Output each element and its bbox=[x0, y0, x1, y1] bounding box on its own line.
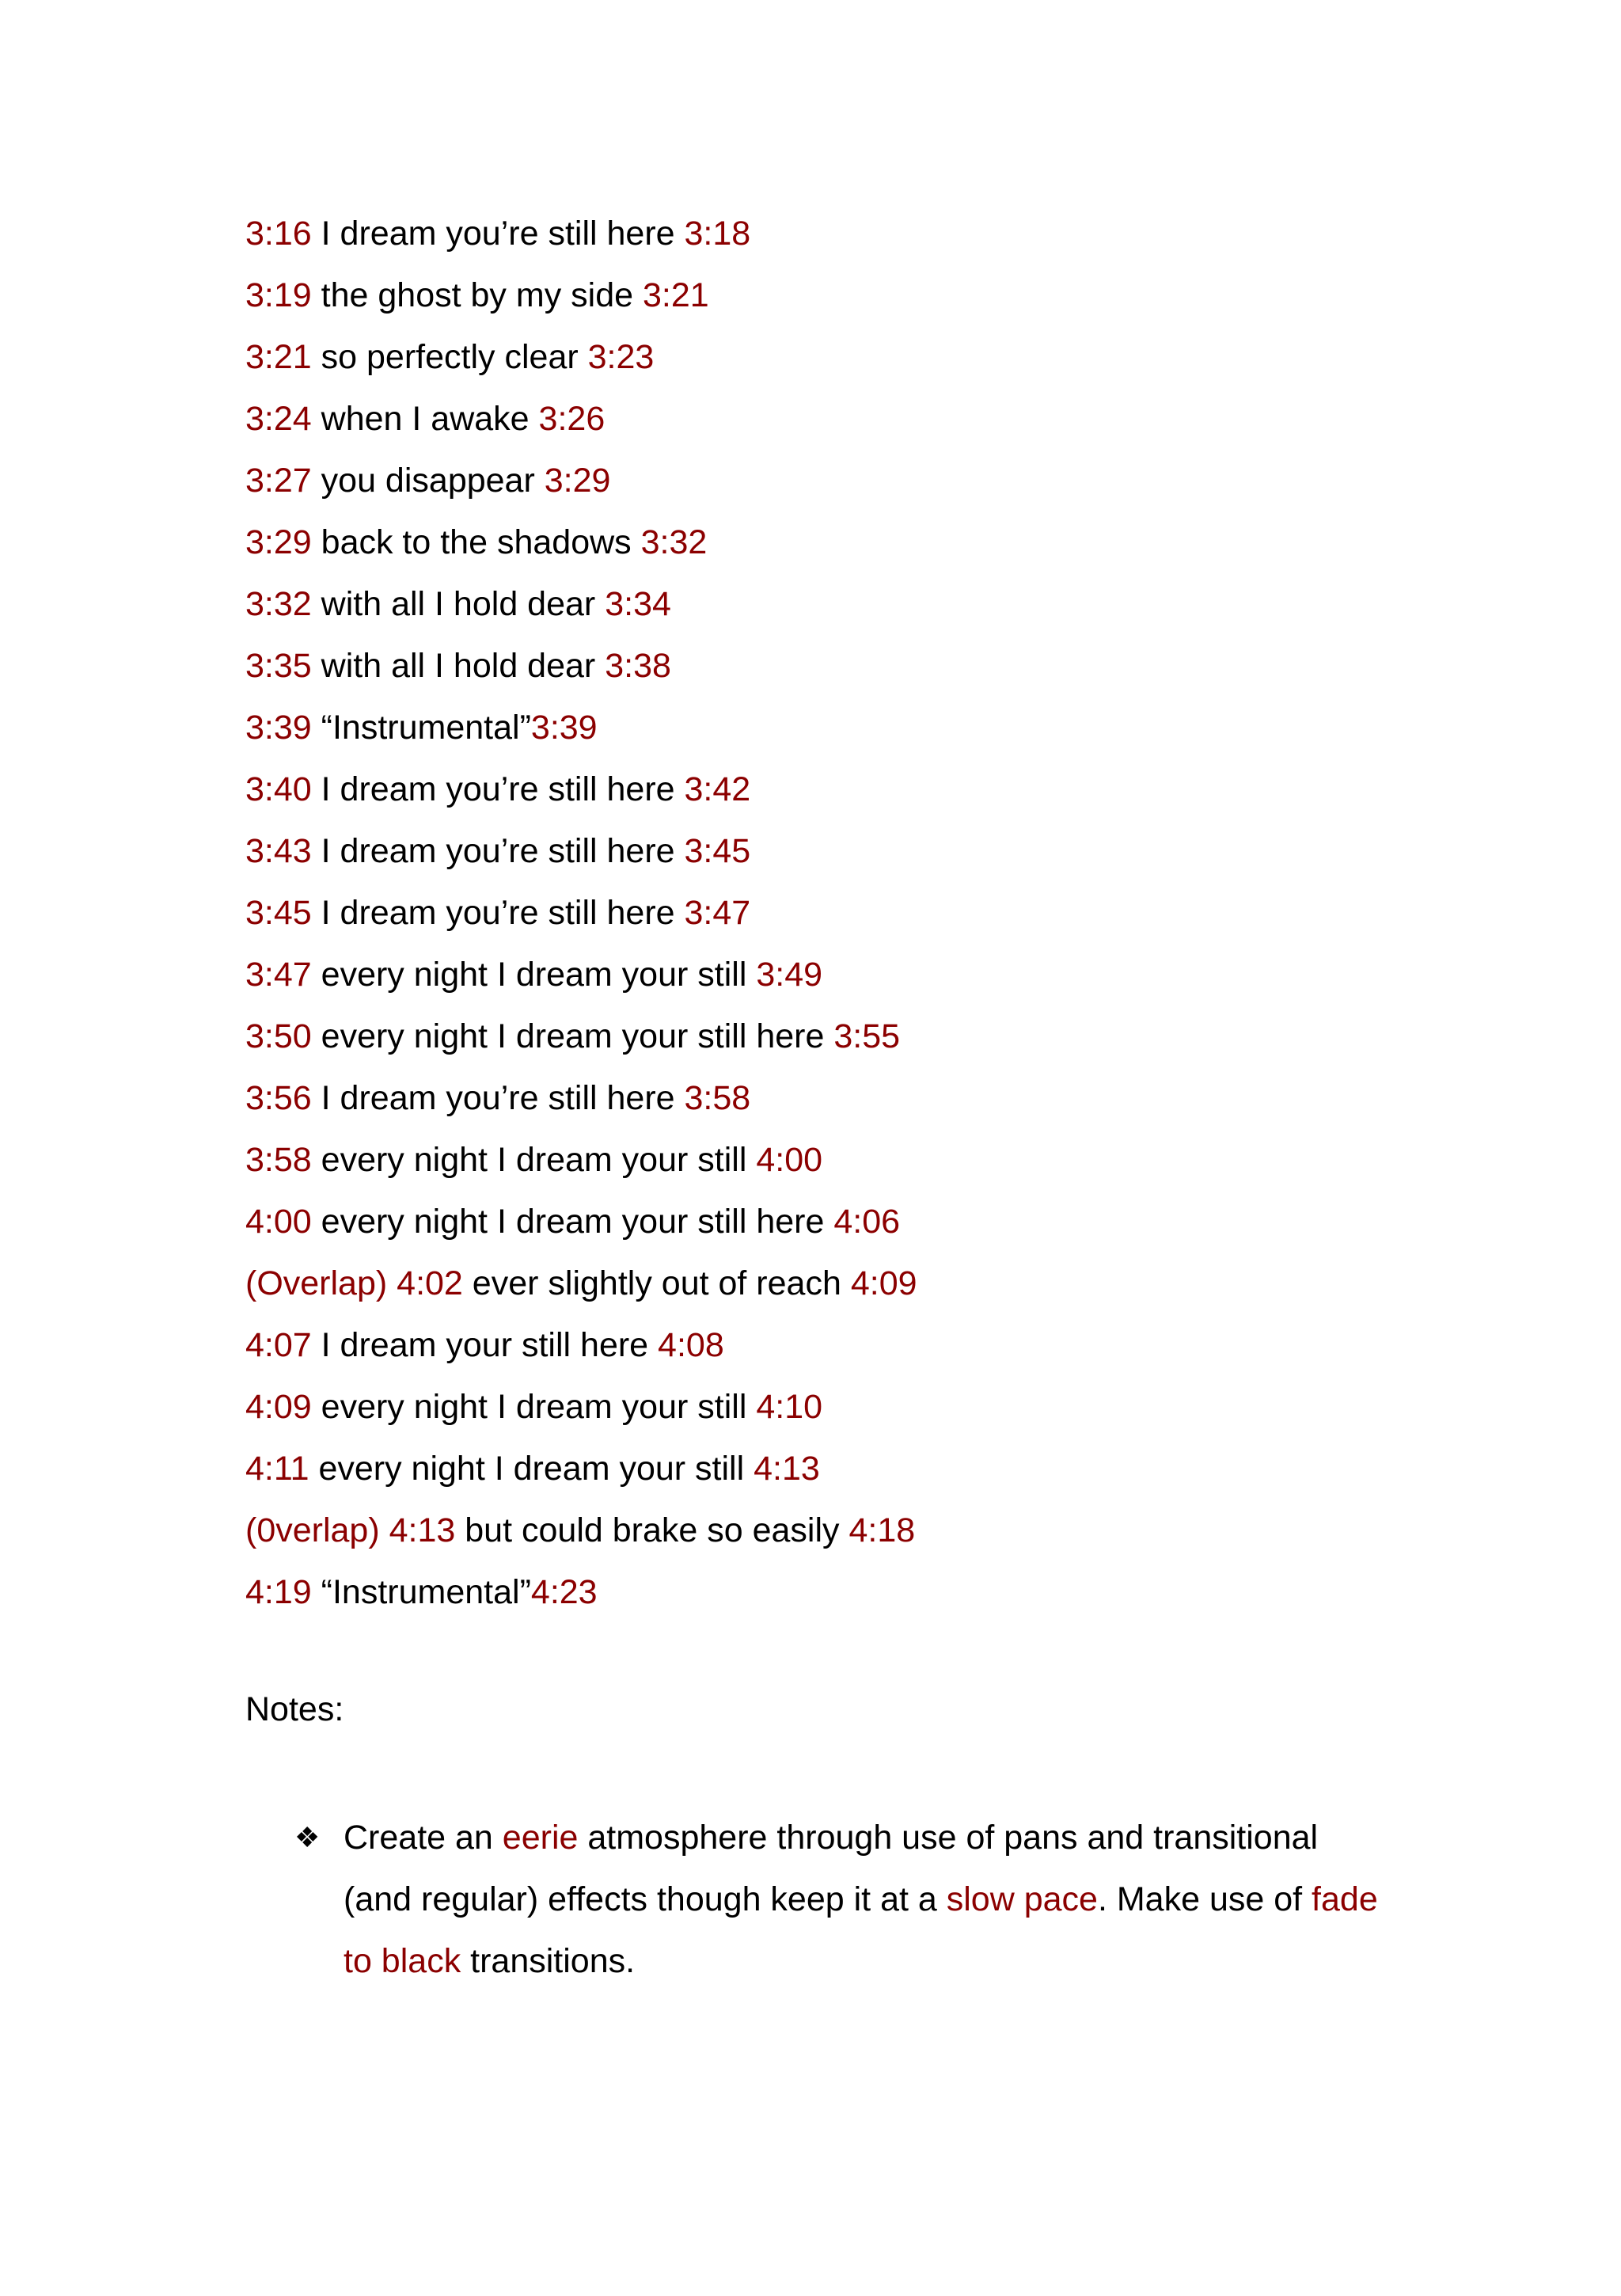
lyric-text: every night I dream your still here bbox=[321, 1203, 825, 1241]
start-timestamp: 3:16 bbox=[245, 215, 312, 253]
end-timestamp: 3:23 bbox=[587, 338, 655, 376]
lyric-text: I dream you’re still here bbox=[321, 1079, 675, 1117]
end-timestamp: 4:09 bbox=[850, 1264, 917, 1302]
note-text-part: atmosphere through use of pans and transitional (and regular) effects though keep it at a bbox=[344, 1819, 1319, 1918]
start-timestamp: 3:56 bbox=[245, 1079, 312, 1117]
lyric-line bbox=[245, 1129, 917, 1191]
lyric-line bbox=[245, 1438, 917, 1500]
lyric-text: so perfectly clear bbox=[321, 338, 579, 376]
lyric-line bbox=[245, 820, 917, 882]
end-timestamp: 3:55 bbox=[833, 1017, 901, 1055]
lyric-line bbox=[245, 944, 917, 1005]
note-text-part: . Make use of bbox=[1097, 1880, 1312, 1918]
lyric-text: you disappear bbox=[321, 462, 535, 500]
end-timestamp: 3:38 bbox=[605, 647, 671, 685]
start-timestamp: 4:09 bbox=[245, 1388, 312, 1426]
start-timestamp: (0verlap) 4:13 bbox=[245, 1511, 456, 1549]
end-timestamp: 3:34 bbox=[605, 585, 671, 623]
end-timestamp: 4:08 bbox=[658, 1326, 724, 1364]
lyric-line bbox=[245, 203, 917, 264]
note-text bbox=[344, 1807, 1387, 1992]
end-timestamp: 3:26 bbox=[538, 400, 606, 438]
start-timestamp: 3:32 bbox=[245, 585, 312, 623]
note-highlight-slow-pace: slow pace bbox=[946, 1880, 1098, 1918]
lyric-line bbox=[245, 511, 917, 573]
end-timestamp: 4:18 bbox=[848, 1511, 916, 1549]
lyric-text: but could brake so easily bbox=[465, 1511, 840, 1549]
start-timestamp: 3:27 bbox=[245, 462, 312, 500]
end-timestamp: 4:23 bbox=[530, 1573, 598, 1611]
start-timestamp: 3:40 bbox=[245, 770, 312, 808]
end-timestamp: 3:45 bbox=[684, 832, 751, 870]
end-timestamp: 3:39 bbox=[530, 709, 598, 747]
note-text-part: transitions. bbox=[461, 1942, 636, 1980]
start-timestamp: 4:11 bbox=[245, 1450, 309, 1488]
lyric-text: I dream you’re still here bbox=[321, 832, 675, 870]
lyric-line bbox=[245, 450, 917, 511]
lyric-line bbox=[245, 573, 917, 635]
note-highlight-fade-to-black: fade to black bbox=[344, 1880, 1378, 1980]
lyric-text: I dream you’re still here bbox=[321, 215, 675, 253]
lyric-text: I dream you’re still here bbox=[321, 894, 675, 932]
lyric-line bbox=[245, 1253, 917, 1314]
lyric-text: with all I hold dear bbox=[321, 585, 596, 623]
lyric-line bbox=[245, 1191, 917, 1253]
start-timestamp: 4:00 bbox=[245, 1203, 312, 1241]
lyric-line bbox=[245, 1314, 917, 1376]
note-text-part: Create an bbox=[344, 1819, 503, 1857]
lyric-text: I dream you’re still here bbox=[321, 770, 675, 808]
end-timestamp: 4:00 bbox=[756, 1141, 823, 1179]
start-timestamp: 3:35 bbox=[245, 647, 312, 685]
note-highlight-eerie: eerie bbox=[502, 1819, 579, 1857]
end-timestamp: 3:29 bbox=[544, 462, 611, 500]
lyric-text: “Instrumental” bbox=[321, 709, 531, 747]
note-list-item bbox=[294, 1807, 1387, 1992]
lyric-line bbox=[245, 882, 917, 944]
lyric-line bbox=[245, 697, 917, 758]
lyric-text: the ghost by my side bbox=[321, 276, 634, 314]
lyric-text: every night I dream your still bbox=[318, 1450, 745, 1488]
lyric-text: with all I hold dear bbox=[321, 647, 596, 685]
lyric-line bbox=[245, 1005, 917, 1067]
lyric-line bbox=[245, 388, 917, 450]
lyric-text: every night I dream your still bbox=[321, 1388, 747, 1426]
diamond-bullet-icon: ❖ bbox=[294, 1821, 321, 1853]
start-timestamp: 3:19 bbox=[245, 276, 312, 314]
lyric-text: every night I dream your still here bbox=[321, 1017, 825, 1055]
lyric-line bbox=[245, 326, 917, 388]
start-timestamp: 3:29 bbox=[245, 523, 312, 561]
lyric-line bbox=[245, 264, 917, 326]
end-timestamp: 4:06 bbox=[833, 1203, 901, 1241]
end-timestamp: 3:58 bbox=[684, 1079, 751, 1117]
start-timestamp: 4:07 bbox=[245, 1326, 312, 1364]
start-timestamp: 3:58 bbox=[245, 1141, 312, 1179]
start-timestamp: 3:47 bbox=[245, 956, 312, 994]
end-timestamp: 3:32 bbox=[640, 523, 708, 561]
lyrics-timeline bbox=[245, 203, 917, 1623]
start-timestamp: 3:24 bbox=[245, 400, 312, 438]
lyric-line bbox=[245, 1500, 917, 1561]
lyric-text: when I awake bbox=[321, 400, 530, 438]
lyric-text: back to the shadows bbox=[321, 523, 632, 561]
end-timestamp: 3:47 bbox=[684, 894, 751, 932]
start-timestamp: 3:39 bbox=[245, 709, 312, 747]
lyric-line bbox=[245, 1067, 917, 1129]
lyric-text: every night I dream your still bbox=[321, 956, 747, 994]
lyric-text: I dream your still here bbox=[321, 1326, 649, 1364]
lyric-text: “Instrumental” bbox=[321, 1573, 531, 1611]
end-timestamp: 4:10 bbox=[756, 1388, 823, 1426]
lyric-text: every night I dream your still bbox=[321, 1141, 747, 1179]
lyric-line bbox=[245, 1376, 917, 1438]
start-timestamp: 4:19 bbox=[245, 1573, 312, 1611]
start-timestamp: 3:50 bbox=[245, 1017, 312, 1055]
start-timestamp: 3:43 bbox=[245, 832, 312, 870]
end-timestamp: 3:21 bbox=[642, 276, 709, 314]
notes-heading: Notes: bbox=[245, 1690, 344, 1728]
start-timestamp: (Overlap) 4:02 bbox=[245, 1264, 463, 1302]
lyric-line bbox=[245, 635, 917, 697]
start-timestamp: 3:45 bbox=[245, 894, 312, 932]
start-timestamp: 3:21 bbox=[245, 338, 312, 376]
end-timestamp: 4:13 bbox=[754, 1450, 820, 1488]
lyric-line bbox=[245, 1561, 917, 1623]
end-timestamp: 3:49 bbox=[756, 956, 823, 994]
lyric-line bbox=[245, 758, 917, 820]
end-timestamp: 3:18 bbox=[684, 215, 751, 253]
lyric-text: ever slightly out of reach bbox=[472, 1264, 841, 1302]
end-timestamp: 3:42 bbox=[684, 770, 751, 808]
